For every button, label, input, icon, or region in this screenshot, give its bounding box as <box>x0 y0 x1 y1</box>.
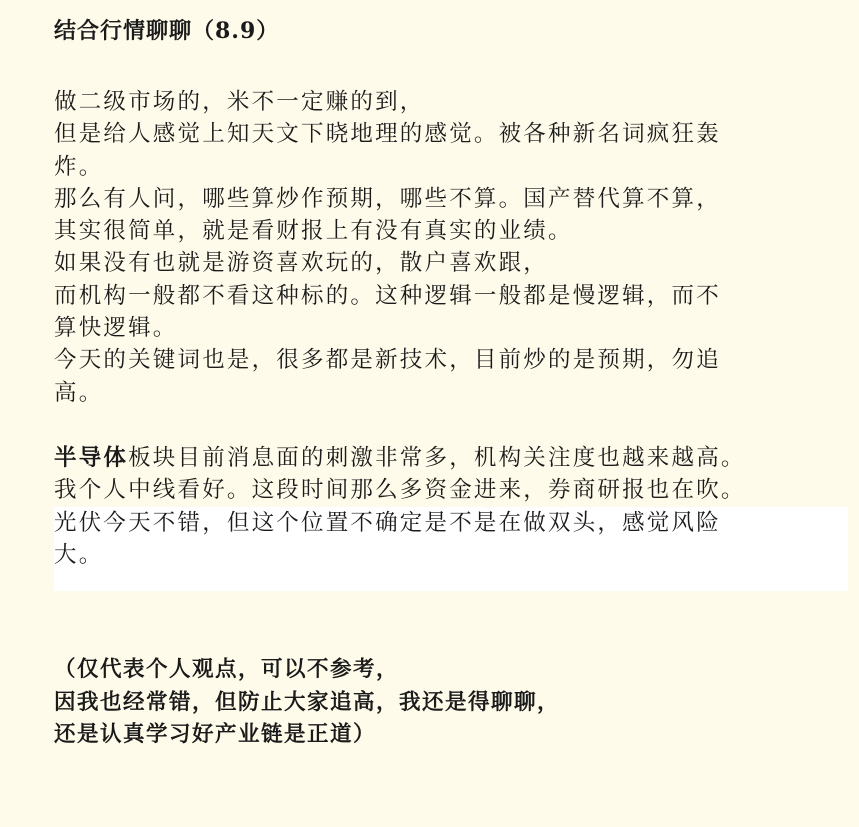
text-line: 而机构一般都不看这种标的。这种逻辑一般都是慢逻辑，而不 <box>54 282 721 309</box>
disclaimer-line: 因我也经常错，但防止大家追高，我还是得聊聊， <box>54 689 561 715</box>
text-line: 大。 <box>54 541 104 568</box>
text-line: 其实很简单，就是看财报上有没有真实的业绩。 <box>54 218 573 245</box>
disclaimer-line: （仅代表个人观点，可以不参考， <box>54 657 400 683</box>
paragraph-sector-view <box>54 442 844 591</box>
text-line: 光伏今天不错，但这个位置不确定是不是在做双头，感觉风险 <box>54 509 721 536</box>
paragraph-market-commentary <box>54 86 844 409</box>
highlighted-selection <box>54 507 848 592</box>
text-line: 炸。 <box>54 153 104 180</box>
text-line <box>54 442 844 474</box>
text-line: 那么有人问，哪些算炒作预期，哪些不算。国产替代算不算， <box>54 185 721 212</box>
note-body <box>54 14 844 752</box>
disclaimer <box>54 654 844 752</box>
semiconductor-keyword: 半导体 <box>54 444 129 471</box>
text-line: 高。 <box>54 379 104 406</box>
text-line: 算快逻辑。 <box>54 315 178 342</box>
text-line: 今天的关键词也是，很多都是新技术，目前炒的是预期，勿追 <box>54 347 721 374</box>
text-line: 但是给人感觉上知天文下晓地理的感觉。被各种新名词疯狂轰 <box>54 121 721 148</box>
text-segment: 板块目前消息面的刺激非常多，机构关注度也越来越高。 <box>128 444 746 471</box>
text-line: 做二级市场的，米不一定赚的到， <box>54 89 425 115</box>
text-line: 我个人中线看好。这段时间那么多资金进来，券商研报也在吹。 <box>54 477 746 504</box>
note-title: 结合行情聊聊（8.9） <box>54 18 280 44</box>
text-line: 如果没有也就是游资喜欢玩的，散户喜欢跟， <box>54 250 549 277</box>
disclaimer-line: 还是认真学习好产业链是正道） <box>54 722 377 748</box>
